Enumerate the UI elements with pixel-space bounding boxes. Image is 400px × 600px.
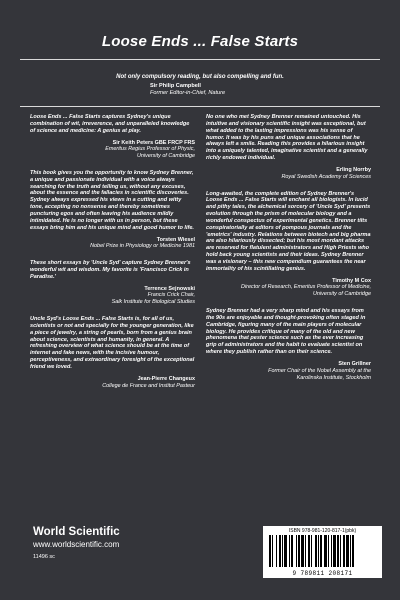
endorser-name: Sten Grillner (338, 360, 371, 367)
endorsement (206, 114, 371, 181)
endorsement-quote: Loose Ends ... False Starts captures Sydney's unique combination of wit, irreverence, and unparalleled knowledge of science and medicine: A genius at play. (30, 114, 190, 134)
endorser-role: University of Cambridge (136, 153, 195, 160)
publisher-name: World Scientific (33, 526, 120, 538)
endorser-role: Karolinska Institute, Stockholm (296, 374, 371, 381)
middle-divider (20, 106, 380, 107)
endorsement (206, 191, 371, 299)
endorser-name: Terrence Sejnowski (144, 285, 195, 292)
lead-name: Sir Philip Campbell (150, 83, 201, 89)
endorser-name: Sir Keith Peters GBE FRCP FRS (112, 139, 195, 146)
left-endorsements (30, 114, 195, 399)
endorsement-quote: Uncle Syd's Loose Ends ... False Starts is, for all of us, scientists or not and specially for the younger generation, like a piece of jewelry, a string of pearls, born from a genius brain about science, scientists and humanity, in general. A refreshing overview of what science should be at the time of internet and fake news, with the incisive humour, perceptiveness, and extraordinary foresight of the exceptional friend we loved. (30, 316, 195, 370)
endorser-role: Nobel Prize in Physiology or Medicine 1981 (90, 243, 195, 250)
endorsement-attribution (30, 237, 195, 251)
endorsement-attribution (206, 361, 371, 381)
endorser-role: Salk Institute for Biological Studies (111, 299, 195, 306)
endorsement (30, 316, 195, 389)
endorser-name: Timothy M Cox (332, 277, 371, 284)
endorsement-attribution (206, 167, 371, 181)
endorsement-quote: Long-awaited, the complete edition of Sydney Brenner's Loose Ends ... False Starts will enchant all biologists. In lucid and pithy tales, the alchemical sorcery of 'Uncle Syd' presents evolution through the prism of molecular biology and a wonderful conspectus of experimental genetics. Brenner tilts conspiratorially at editors of pompous journals and the 'emetrics' industry. Relations between biotech and big pharma are also hilariously dissected; but his most mordant attacks are reserved for flatulent administrators and High Priests who hold back young scientists and their ideas. Sydney Brenner was a visionary – this new compendium guarantees the near immortality of his scintillating genius. (206, 190, 371, 272)
lead-quote: Not only compulsory reading, but also compelling and fun. (116, 74, 284, 80)
endorsement (30, 114, 195, 160)
endorsement-quote: Sydney Brenner had a very sharp mind and his essays from the 90s are enjoyable and thought-provoking often staged in Cambridge, figuring many of the main players of molecular biology. He provides critique of many of the old and new phenomena that pester science such as the ever increasing grip of administrators and the habit to evaluate scientist on where they publish rather than on their science. (206, 308, 366, 356)
top-divider (20, 59, 380, 60)
endorsement-quote: These short essays by 'Uncle Syd' capture Sydney Brenner's wonderful wit and wisdom. My favorite is 'Francisco Crick in Paradise.' (30, 260, 191, 280)
endorsement (30, 260, 195, 306)
endorser-role: University of Cambridge (312, 291, 371, 298)
isbn-barcode-box (263, 526, 382, 578)
publisher-block (33, 525, 120, 561)
endorser-name: Jean-Pierre Changeux (137, 375, 195, 382)
endorser-name: Erling Norrby (336, 166, 371, 173)
endorsement (30, 170, 195, 250)
endorser-name: Torsten Wiesel (156, 236, 195, 243)
endorser-role: Former Chair of the Nobel Assembly at the (268, 367, 371, 374)
endorsement-attribution (30, 286, 195, 306)
endorsement (206, 308, 371, 381)
right-endorsements (206, 114, 371, 391)
lead-attribution (150, 83, 225, 97)
endorsement-quote: No one who met Sydney Brenner remained untouched. His intuitive and visionary scientific insight was exceptional, but what added to the lasting impressions was his sense of humor. It was by his puns and unique associations that he always left a smile. Reading this provides a hilarious insight into a uniquely talented, imaginative scientist and a generally richly endowed individual. (206, 114, 368, 162)
isbn-label: ISBN 978-981-120-817-1(pbk) (288, 528, 357, 534)
barcode-icon (267, 535, 378, 567)
endorsement-attribution (30, 376, 195, 390)
lead-role: Former Editor-in-Chief, Nature (150, 90, 226, 97)
endorsement-attribution (30, 140, 195, 160)
endorser-role: Emeritus Regius Professor of Physic, (105, 146, 195, 153)
endorser-role: Francis Crick Chair, (147, 292, 195, 299)
endorsement-quote: This book gives you the opportunity to know Sydney Brenner, a unique and passionate individual with a voice always searching for the truth and telling us, without any excuses, about the essence and the fallacies in scientific discoveries. Sydney always expressed his views in a cutting and witty tone, accepting no nonsense and thereby sometimes puncturing egos and often leaving his audience mildly intimidated. He is no longer with us in person, but these essays bring him and his unique mind and good humor to life. (30, 169, 194, 231)
endorser-role: College de France and Institut Pasteur (102, 382, 195, 389)
product-code: 11496 sc (33, 554, 55, 560)
endorsement-attribution (206, 278, 371, 298)
endorser-role: Royal Swedish Academy of Sciences (281, 173, 371, 180)
book-title: Loose Ends ... False Starts (101, 33, 299, 50)
endorser-role: Director of Research, Emeritus Professor of Medicine, (241, 284, 371, 291)
publisher-url[interactable]: www.worldscientific.com (33, 540, 120, 549)
isbn-digits: 9 789811 208171 (292, 570, 353, 577)
